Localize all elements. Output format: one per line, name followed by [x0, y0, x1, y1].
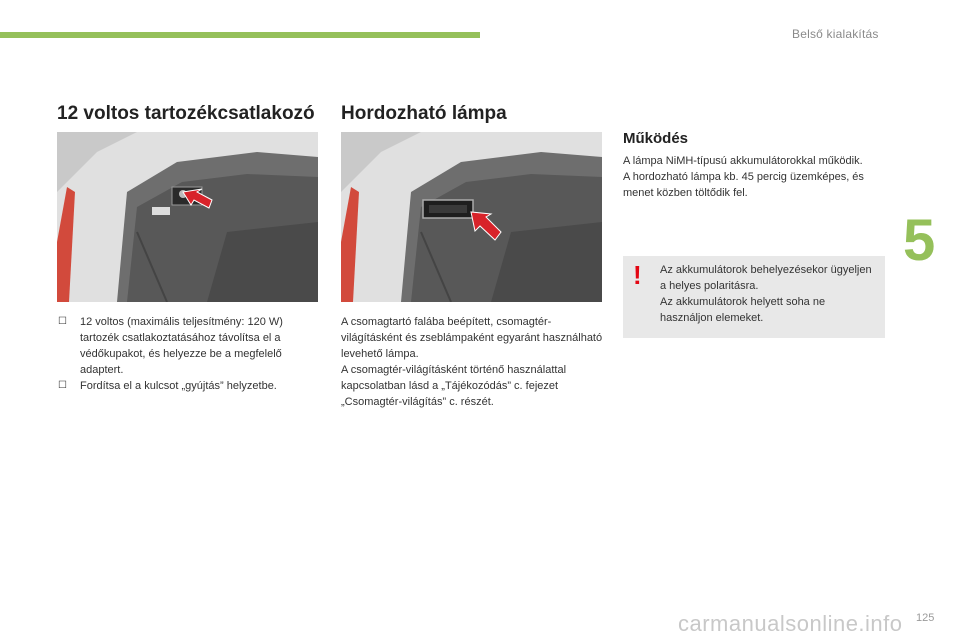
- heading-accessory-socket: 12 voltos tartozékcsatlakozó: [57, 103, 315, 124]
- paragraph: A hordozható lámpa kb. 45 percig üzemképes, és menet közben töltődik fel.: [623, 171, 864, 199]
- bullet-text: Fordítsa el a kulcsot „gyújtás” helyzetbe.: [80, 380, 277, 392]
- heading-portable-lamp: Hordozható lámpa: [341, 103, 507, 124]
- warning-text: [660, 262, 878, 326]
- heading-operation: Működés: [623, 130, 689, 147]
- list-item: [57, 378, 317, 394]
- chapter-number: 5: [903, 208, 936, 273]
- header-accent-bar: [0, 32, 480, 38]
- paragraph: A lámpa NiMH-típusú akkumulátorokkal működik.: [623, 155, 863, 167]
- paragraph: A csomagtartó falába beépített, csomagtér-világításként és zseblámpaként egyaránt használható levehető lámpa.: [341, 316, 603, 360]
- list-item: [57, 314, 317, 378]
- warning-exclamation-icon: !: [633, 260, 642, 290]
- operation-description: [623, 153, 885, 201]
- portable-lamp-description: [341, 314, 605, 410]
- warning-box: [623, 256, 885, 338]
- checkbox-icon: ☐: [58, 316, 67, 327]
- warning-line: Az akkumulátorok helyett soha ne használjon elemeket.: [660, 296, 826, 324]
- accessory-socket-instructions: [57, 314, 317, 394]
- page-number: 125: [916, 612, 935, 624]
- paragraph: A csomagtér-világításként történő használattal kapcsolatban lásd a „Tájékozódás” c. fejezet „Csomagtér-világítás” c. részét.: [341, 364, 567, 408]
- trunk-socket-photo: [57, 132, 318, 302]
- bullet-text: 12 voltos (maximális teljesítmény: 120 W) tartozék csatlakoztatásához távolítsa el a védőkupakot, és helyezze be a megfelelő adaptert.: [80, 316, 283, 376]
- checkbox-icon: ☐: [58, 380, 67, 391]
- section-title: Belső kialakítás: [792, 27, 879, 41]
- warning-line: Az akkumulátorok behelyezésekor ügyeljen a helyes polaritásra.: [660, 264, 872, 292]
- trunk-lamp-photo: [341, 132, 602, 302]
- watermark: carmanualsonline.info: [678, 611, 903, 636]
